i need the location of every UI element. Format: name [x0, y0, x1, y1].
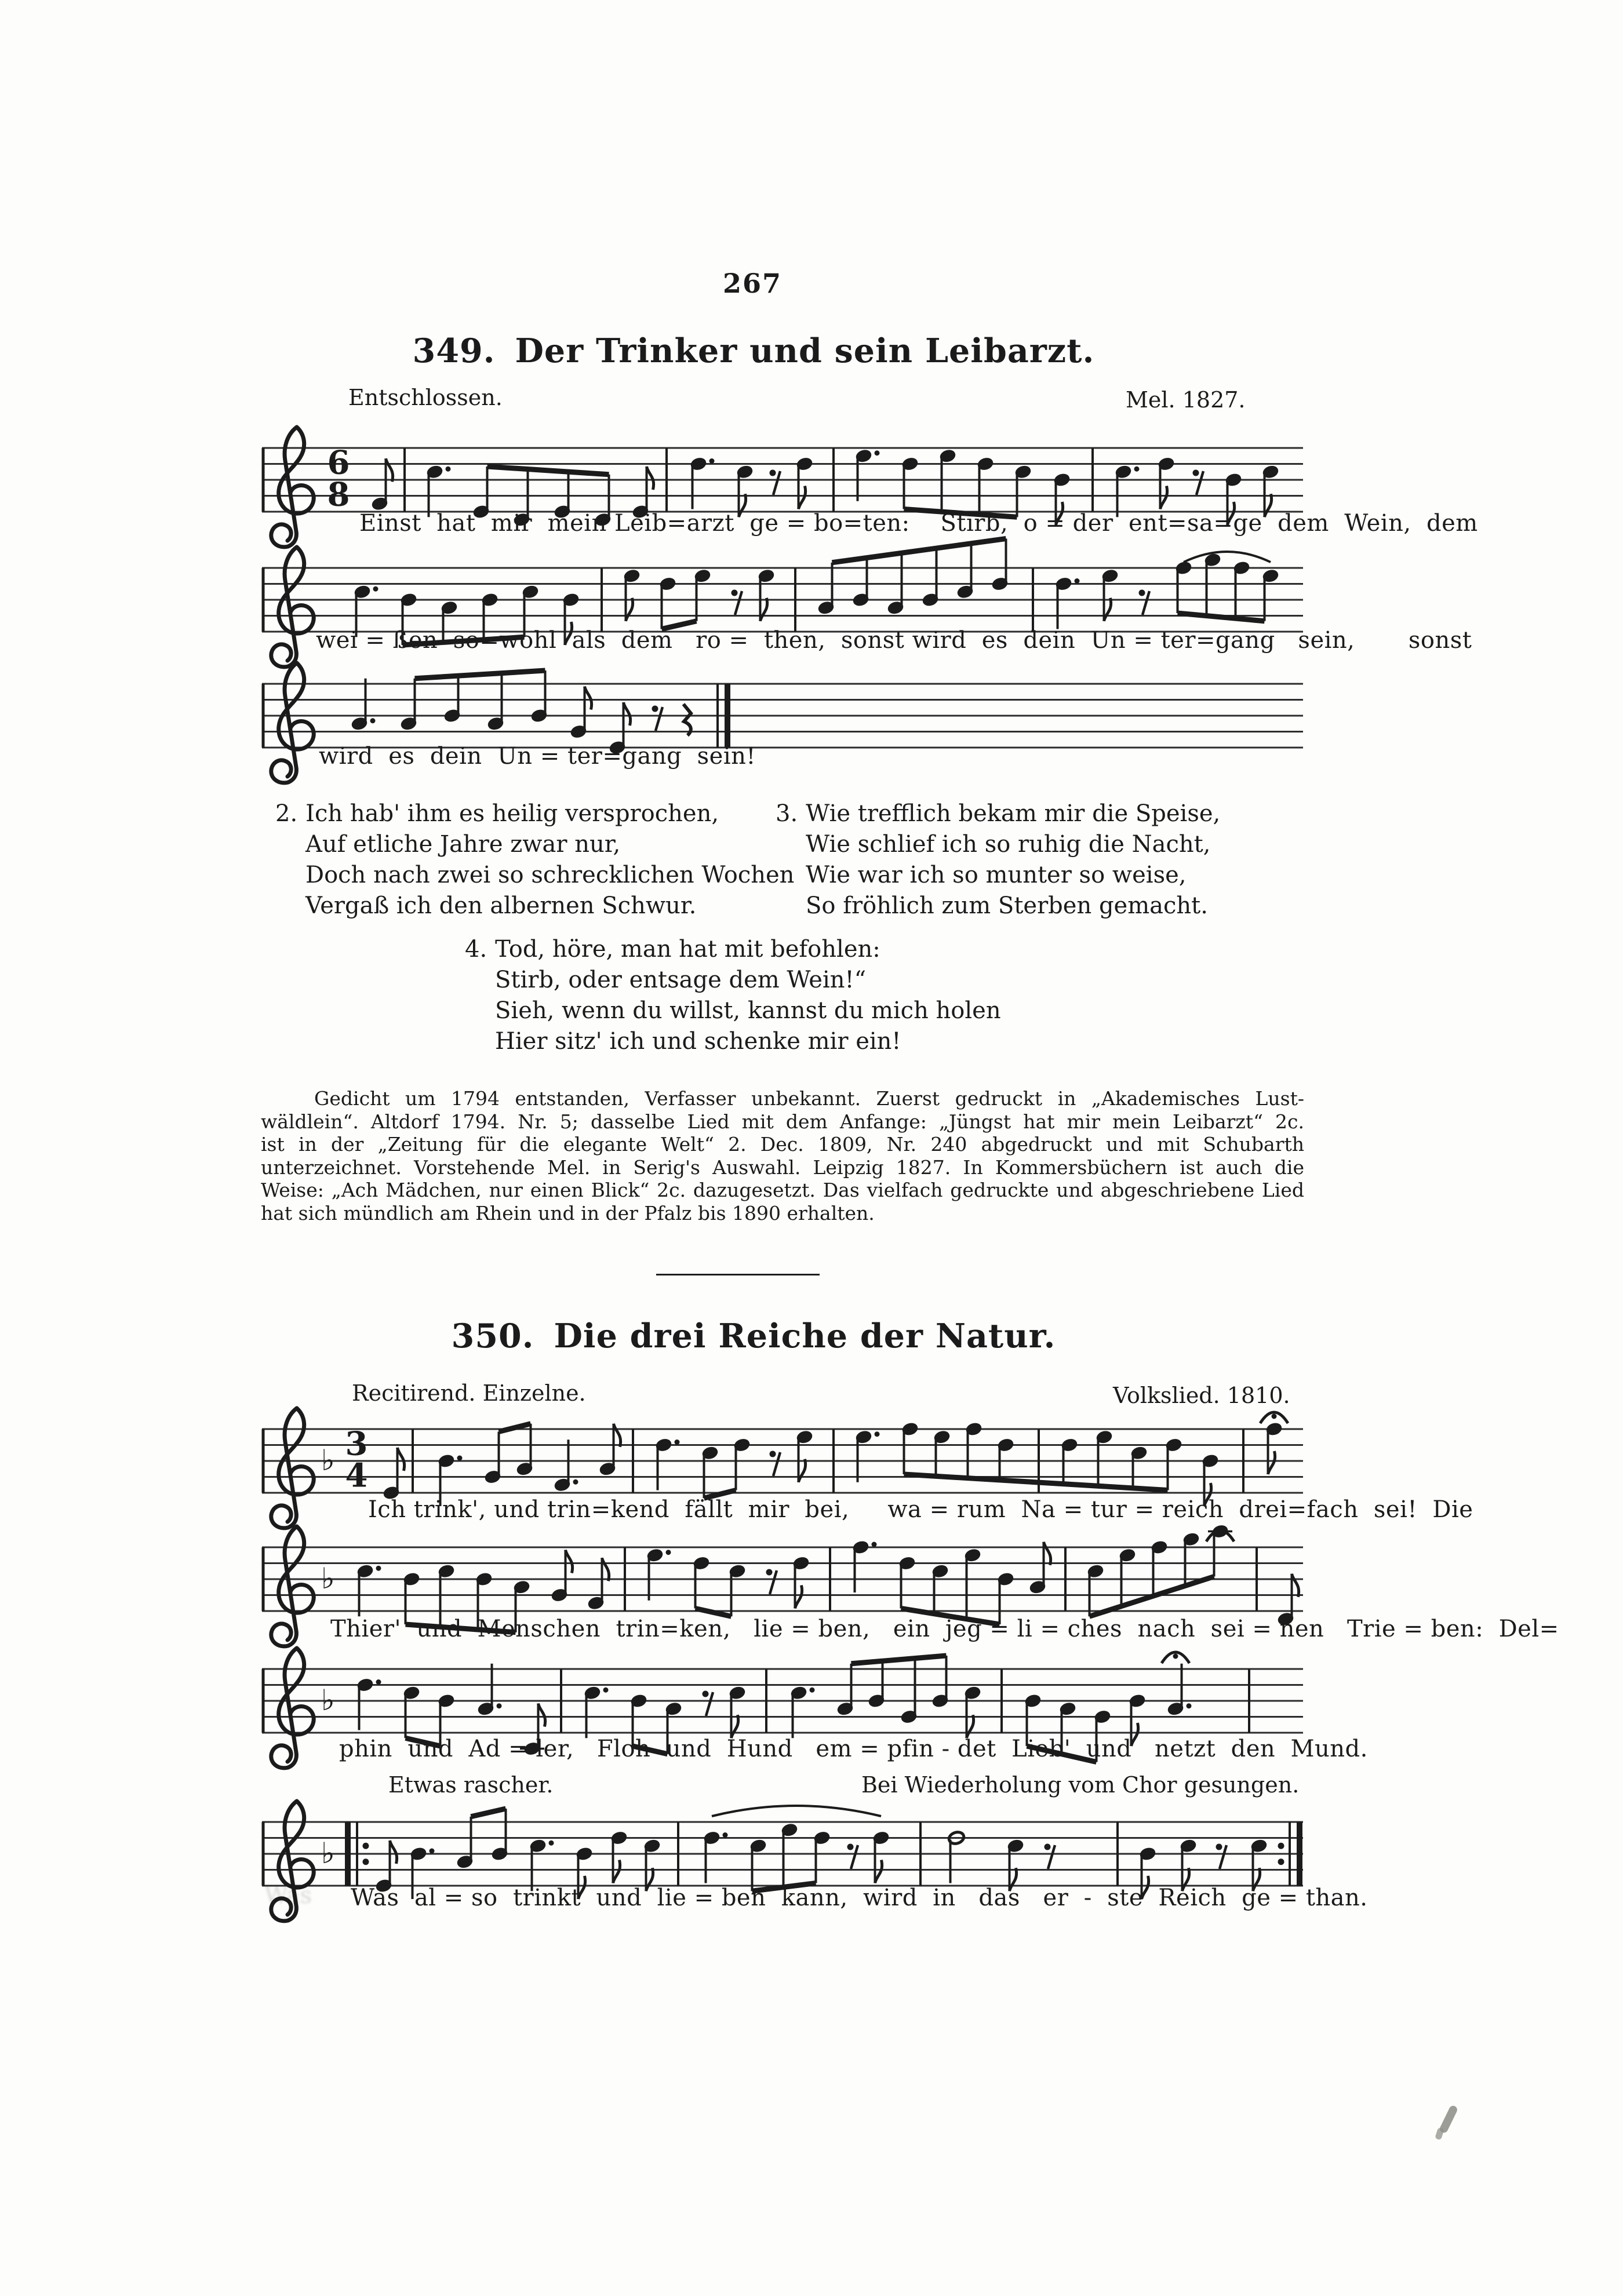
song-349-title [232, 331, 1275, 370]
verse-line: Stirb, oder entsage dem Wein!“ [495, 967, 867, 993]
verse-line: Hier sitz' ich und schenke mir ein! [495, 1028, 901, 1055]
footnote-line: Gedicht um 1794 entstanden, Verfasser unbekannt. Zuerst gedruckt in „Akademisches Lust- [314, 1087, 1304, 1110]
svg-text:4: 4 [345, 1456, 368, 1495]
svg-text:♭: ♭ [321, 1562, 335, 1595]
song-349-number: 349. [412, 331, 496, 370]
song-349-title-text: Der Trinker und sein Leibarzt. [515, 331, 1095, 370]
verse-4 [465, 934, 1001, 1057]
song-350-number: 350. [451, 1317, 534, 1355]
page-number: 267 [722, 268, 783, 299]
verse-line: Doch nach zwei so schrecklichen Wochen [305, 862, 795, 888]
print-bleedthrough-ghost: Was [264, 1882, 312, 1909]
svg-text:♭: ♭ [321, 1683, 335, 1717]
lyrics-line: Thier' und Menschen trin=ken, lie = ben, ein jeg = li = ches nach sei = nen Trie = ben: Del= [330, 1616, 1559, 1642]
verse-line: Sieh, wenn du willst, kannst du mich holen [495, 997, 1001, 1024]
footnote-line: unterzeichnet. Vorstehende Mel. in Serig's Auswahl. Leipzig 1827. In Kommersbüchern ist auch die [261, 1156, 1304, 1179]
verse-4-number: 4. [465, 936, 487, 963]
svg-text:♭: ♭ [321, 1444, 335, 1477]
verse-line: Wie war ich so munter so weise, [806, 862, 1187, 888]
song-350-title-text: Die drei Reiche der Natur. [554, 1317, 1056, 1355]
music-staff [261, 1635, 1304, 1786]
page-content [261, 0, 1559, 2296]
song-350-chorus-note: Bei Wiederholung vom Chor gesungen. [861, 1772, 1300, 1798]
verse-3 [776, 799, 1220, 921]
verse-line: So fröhlich zum Sterben gemacht. [806, 892, 1208, 919]
verse-line: Ich hab' ihm es heilig versprochen, [305, 800, 719, 827]
verse-3-number: 3. [776, 800, 798, 827]
song-350-source: Volkslied. 1810. [1113, 1383, 1290, 1408]
verse-line: Vergaß ich den albernen Schwur. [305, 892, 697, 919]
svg-text:8: 8 [327, 475, 350, 514]
verse-line: Auf etliche Jahre zwar nur, [305, 831, 621, 858]
lyrics-line: Einst hat mir mein Leib=arzt ge = bo=ten: Stirb, o = der ent=sa=ge dem Wein, dem [359, 510, 1478, 537]
verse-2 [275, 799, 794, 921]
song-350-title [232, 1317, 1275, 1355]
verse-line: Wie schlief ich so ruhig die Nacht, [806, 831, 1211, 858]
ink-smudge [1435, 2127, 1444, 2140]
music-staff [261, 1788, 1304, 1939]
lyrics-line: phin und Ad = ler, Floh und Hund em = pfin - det Lieb' und netzt den Mund. [339, 1736, 1368, 1762]
svg-text:6: 6 [327, 443, 350, 482]
lyrics-line: wird es dein Un = ter=gang sein! [319, 743, 756, 770]
footnote-line: Weise: „Ach Mädchen, nur einen Blick“ 2c. dazugesetzt. Das vielfach gedruckte und abgeschriebene Lied [261, 1179, 1304, 1201]
svg-text:♭: ♭ [321, 1836, 335, 1870]
lyrics-line: Ich trink', und trin=kend fällt mir bei, wa = rum Na = tur = reich drei=fach sei! Die [368, 1496, 1473, 1523]
section-divider [656, 1274, 820, 1275]
footnote-line: wäldlein“. Altdorf 1794. Nr. 5; dasselbe Lied mit dem Anfange: „Jüngst hat mir mein Leibarzt“ 2c. [261, 1110, 1304, 1133]
svg-text:3: 3 [345, 1424, 368, 1463]
lyrics-line: Was al = so trinkt und lie = ben kann, wird in das er - ste Reich ge = than. [351, 1885, 1368, 1911]
song-349-tempo: Entschlossen. [348, 385, 503, 410]
song-350-tempo: Recitirend. Einzelne. [352, 1380, 586, 1406]
lyrics-line: wei = ßen so=wohl als dem ro = then, sonst wird es dein Un = ter=gang sein, sonst [316, 627, 1472, 654]
song-350-mid-tempo: Etwas rascher. [388, 1772, 554, 1798]
footnote-line: hat sich mündlich am Rhein und in der Pfalz bis 1890 erhalten. [261, 1201, 875, 1224]
verse-2-number: 2. [275, 800, 298, 827]
verse-line: Wie trefflich bekam mir die Speise, [806, 800, 1221, 827]
song-349-source: Mel. 1827. [1126, 387, 1246, 413]
verse-line: Tod, höre, man hat mit befohlen: [495, 936, 880, 963]
footnote-line: ist in der „Zeitung für die elegante Welt“ 2. Dec. 1809, Nr. 240 abgedruckt und mit Schubarth [261, 1133, 1304, 1156]
music-staff [261, 650, 1304, 801]
song-349-footnote [261, 1087, 1304, 1224]
